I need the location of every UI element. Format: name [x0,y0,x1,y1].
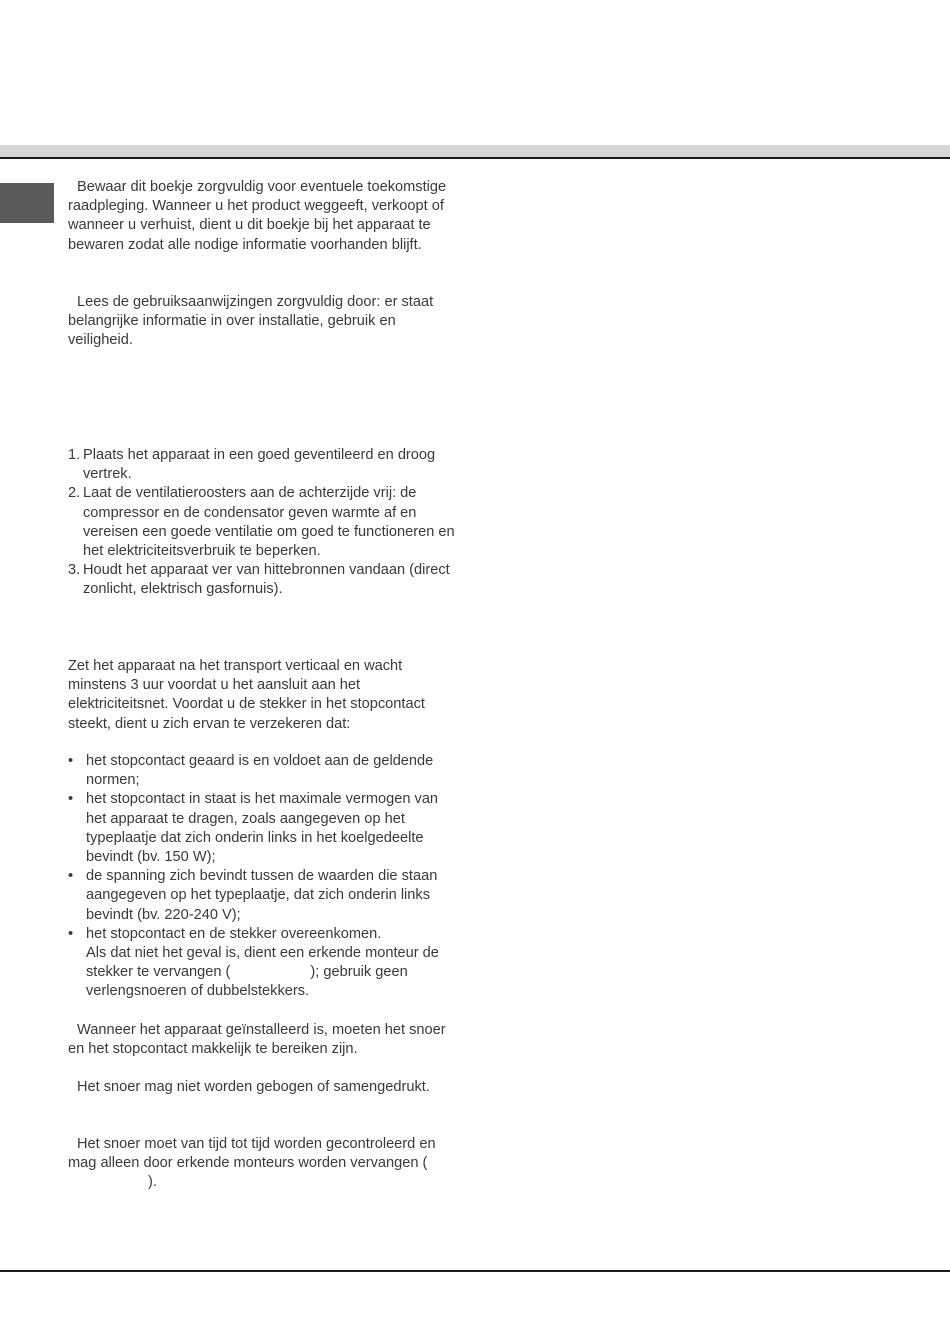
intro-section-2 [68,293,453,351]
list-item: 1. Plaats het apparaat in een goed geventileerd en droog vertrek. [68,447,436,483]
intro-paragraph-1: Bewaar dit boekje zorgvuldig voor eventuele toekomstige raadpleging. Wanneer u het product weggeeft, verkoopt of wanneer u verhuist, dient u dit boekje bij het apparaat te bewaren zodat alle nodige informatie voorhanden blijft. [68,179,447,253]
list-item: • het stopcontact geaard is en voldoet aan de geldende normen; [68,753,434,789]
intro-paragraph-2: Lees de gebruiksaanwijzingen zorgvuldig door: er staat belangrijke informatie in over installatie, gebruik en veiligheid. [68,294,434,349]
cord-access-section [68,1021,453,1059]
placement-list [68,446,458,600]
electrical-checklist [68,752,453,1002]
language-tab-marker [0,183,54,223]
list-item: • de spanning zich bevindt tussen de waarden die staan aangegeven op het typeplaatje, dat zich onderin links bevindt (bv. 220-240 V); [68,868,438,923]
footer-rule [0,1270,950,1272]
list-item: 3. Houdt het apparaat ver van hittebronnen vandaan (direct zonlicht, elektrisch gasfornuis). [68,562,450,598]
cord-check-paragraph: Het snoer moet van tijd tot tijd worden gecontroleerd en mag alleen door erkende monteurs worden vervangen (). [68,1136,436,1191]
list-item: • het stopcontact en de stekker overeenkomen. Als dat niet het geval is, dient een erkende monteur de stekker te vervangen ( ); gebruik geen verlengsnoeren of dubbelstekkers. [68,925,439,1000]
electrical-bullet-list [68,752,453,1002]
list-item: • het stopcontact in staat is het maximale vermogen van het apparaat te dragen, zoals aangegeven op het typeplaatje dat zich onderin links in het koelgedeelte bevindt (bv. 150 W); [68,791,439,866]
electrical-intro: Zet het apparaat na het transport verticaal en wacht minstens 3 uur voordat u het aansluit aan het elektriciteitsnet. Voordat u de stekker in het stopcontact steekt, dient u zich ervan te verzekeren dat: [68,658,425,732]
cord-bend-paragraph: Het snoer mag niet worden gebogen of samengedrukt. [77,1079,430,1095]
intro-section [68,178,453,255]
cord-bend-section [68,1078,453,1097]
placement-section [68,446,458,600]
cord-check-section [68,1135,453,1193]
electrical-section [68,657,453,734]
header-rule [0,145,950,159]
cord-access-paragraph: Wanneer het apparaat geïnstalleerd is, moeten het snoer en het stopcontact makkelijk te bereiken zijn. [68,1022,446,1058]
list-item: 2. Laat de ventilatieroosters aan de achterzijde vrij: de compressor en de condensator geven warmte af en vereisen een goede ventilatie om goed te functioneren en het elektriciteitsverbruik te beperken. [68,485,455,560]
